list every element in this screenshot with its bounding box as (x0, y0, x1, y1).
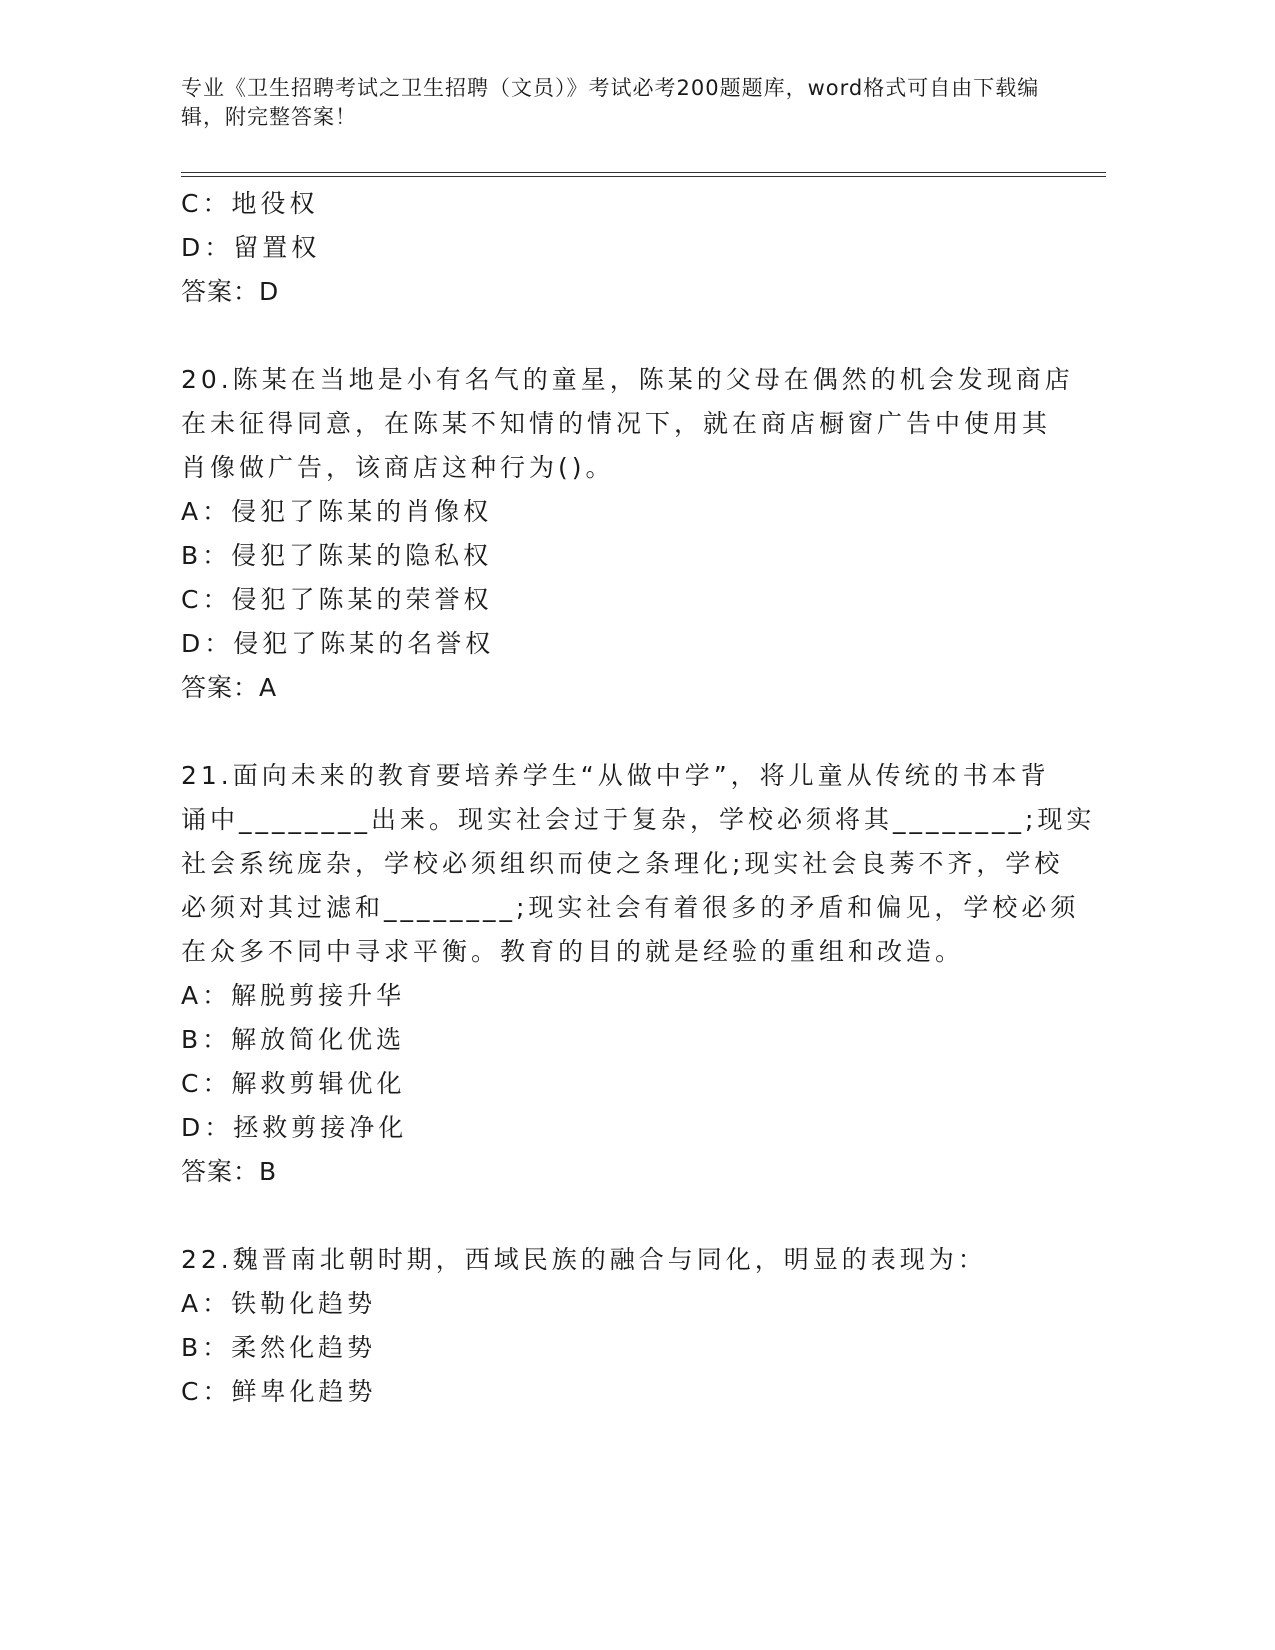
question-stem-line: 22.魏晋南北朝时期，西域民族的融合与同化，明显的表现为： (181, 1245, 987, 1274)
option-line: C：解救剪辑优化 (181, 1069, 406, 1098)
question-20 (181, 358, 1074, 710)
question-stem-line: 在未征得同意，在陈某不知情的情况下，就在商店橱窗广告中使用其 (181, 409, 1052, 438)
option-line: B：柔然化趋势 (181, 1333, 377, 1362)
answer-line: 答案：B (181, 1157, 278, 1186)
spacer (181, 1194, 1031, 1238)
answer-line: 答案：A (181, 673, 278, 702)
header-divider-top (181, 172, 1106, 173)
option-line: A：铁勒化趋势 (181, 1289, 377, 1318)
question-stem-line: 21.面向未来的教育要培养学生“从做中学”，将儿童从传统的书本背 (181, 761, 1050, 790)
option-line: C：地役权 (181, 189, 319, 218)
header-divider-bottom (181, 176, 1106, 177)
question-stem-line: 肖像做广告，该商店这种行为()。 (181, 453, 615, 482)
question-21 (181, 754, 1096, 1194)
question-stem-line: 必须对其过滤和________;现实社会有着很多的矛盾和偏见，学校必须 (181, 893, 1080, 922)
question-stem-line: 在众多不同中寻求平衡。教育的目的就是经验的重组和改造。 (181, 937, 965, 966)
question-stem-line: 社会系统庞杂，学校必须组织而使之条理化;现实社会良莠不齐，学校 (181, 849, 1064, 878)
question-stem-line: 20.陈某在当地是小有名气的童星，陈某的父母在偶然的机会发现商店 (181, 365, 1074, 394)
option-line: D：拯救剪接净化 (181, 1113, 408, 1142)
spacer (181, 710, 1031, 754)
spacer (181, 314, 1031, 358)
option-line: C：鲜卑化趋势 (181, 1377, 377, 1406)
prev-question-block (181, 182, 1031, 314)
question-stem-line: 诵中________出来。现实社会过于复杂，学校必须将其________;现实 (181, 805, 1096, 834)
option-line: A：解脱剪接升华 (181, 981, 406, 1010)
question-22 (181, 1238, 1031, 1414)
option-line: B：解放简化优选 (181, 1025, 406, 1054)
document-header: 专业《卫生招聘考试之卫生招聘（文员）》考试必考200题题库，word格式可自由下载编辑，附完整答案！ (181, 76, 1040, 129)
answer-line: 答案：D (181, 277, 280, 306)
option-line: D：侵犯了陈某的名誉权 (181, 629, 495, 658)
option-line: A：侵犯了陈某的肖像权 (181, 497, 493, 526)
option-line: D：留置权 (181, 233, 321, 262)
document-body (181, 182, 1096, 1414)
option-line: C：侵犯了陈某的荣誉权 (181, 585, 493, 614)
option-line: B：侵犯了陈某的隐私权 (181, 541, 493, 570)
